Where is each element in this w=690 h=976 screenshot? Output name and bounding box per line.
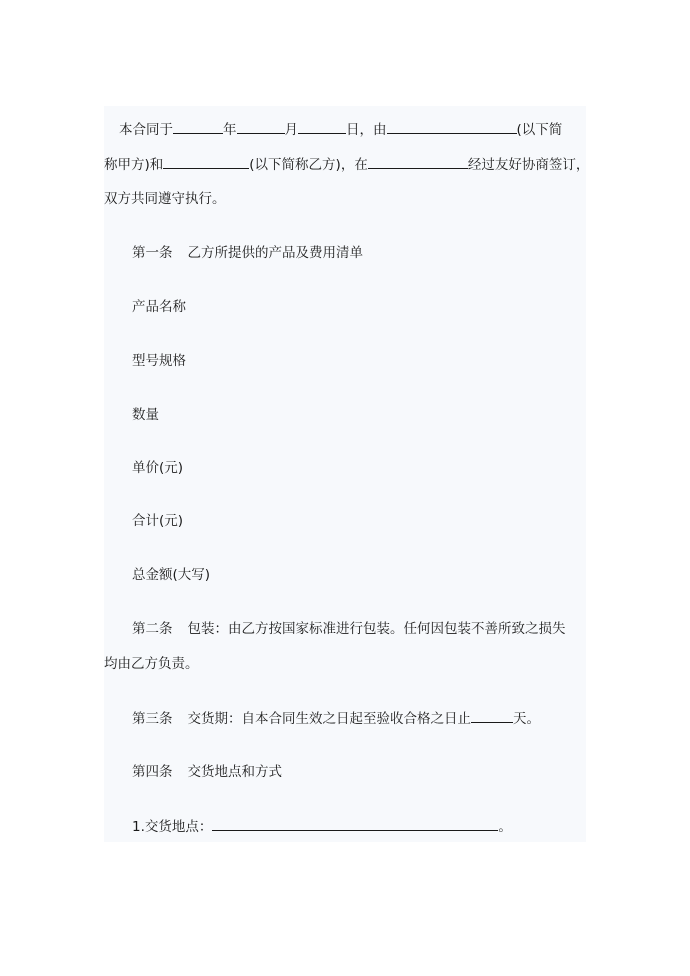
item-model-spec: 型号规格 [132,353,186,369]
article-4-heading [132,763,282,781]
delivery-location-line [132,817,512,836]
article-number: 第四条 [132,764,173,780]
intro-line-3 [104,190,226,208]
article-2-line-1 [132,620,566,638]
intro-line-2 [104,155,589,174]
article-text: 均由乙方负责。 [104,656,199,672]
article-number: 第一条 [132,245,173,261]
blank-day [298,120,346,134]
intro-text: (以下简称乙方)，在 [249,157,368,173]
article-text: 交货期：自本合同生效之日起至验收合格之日止 [187,711,471,727]
article-3-line [132,709,540,728]
article-number: 第三条 [132,711,173,727]
intro-text: 双方共同遵守执行。 [104,191,226,207]
intro-text: 日，由 [346,122,387,138]
item-subtotal: 合计(元) [132,513,184,529]
intro-text: 称甲方)和 [104,157,164,173]
blank-month [237,120,285,134]
intro-text: (以下简 [516,122,563,138]
blank-delivery-location [212,817,498,831]
blank-days [471,709,513,723]
intro-line-1 [119,120,562,139]
intro-text: 月 [284,122,298,138]
article-title: 交货地点和方式 [187,764,282,780]
intro-text: 本合同于 [119,122,173,138]
blank-party-a [387,120,517,134]
item-quantity: 数量 [132,407,159,423]
blank-party-b [163,155,249,169]
item-unit-price: 单价(元) [132,460,184,476]
blank-year [173,120,223,134]
delivery-label: 1.交货地点： [132,819,213,835]
article-number: 第二条 [132,621,173,637]
intro-text: 年 [223,122,237,138]
article-1-heading [132,244,363,262]
article-text: 包装：由乙方按国家标准进行包装。任何因包装不善所致之损失 [187,621,566,637]
delivery-end: 。 [498,819,512,835]
article-2-line-2 [104,655,199,673]
blank-place [368,155,468,169]
article-text: 天。 [513,711,540,727]
intro-text: 经过友好协商签订， [467,157,590,173]
item-product-name: 产品名称 [132,299,186,315]
item-total-amount: 总金额(大写) [132,567,211,583]
article-title: 乙方所提供的产品及费用清单 [187,245,363,261]
